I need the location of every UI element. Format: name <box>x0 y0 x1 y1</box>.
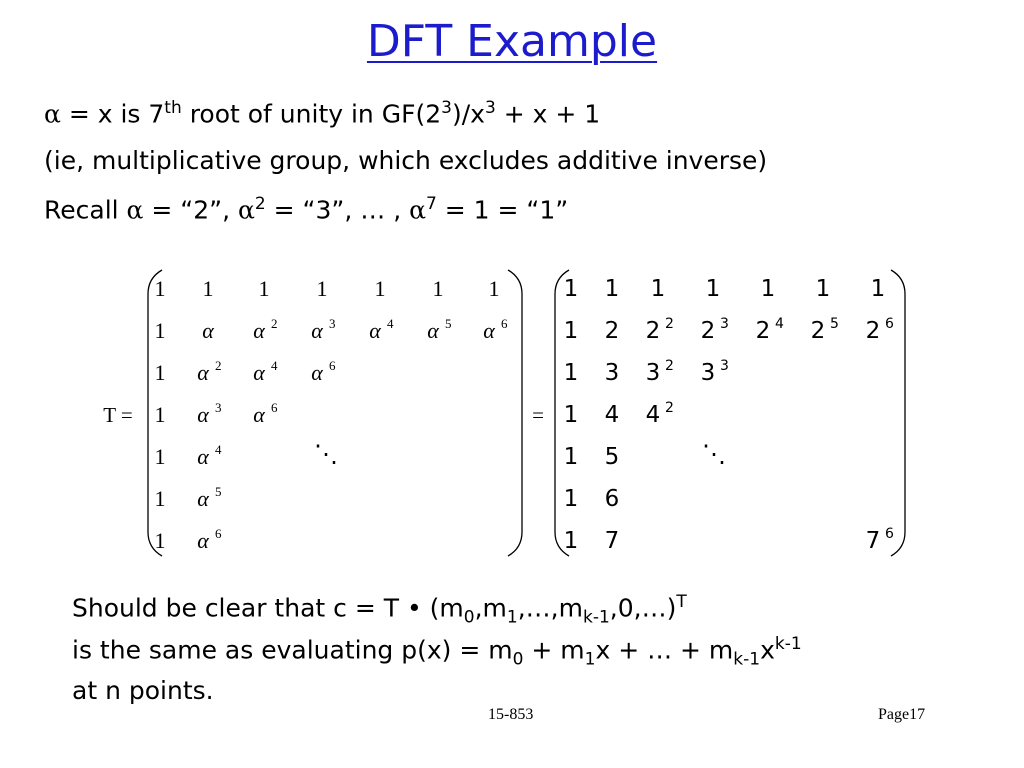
left-matrix-entry <box>202 318 214 343</box>
right-matrix-entry <box>605 276 620 302</box>
svg-text:4: 4 <box>271 358 278 373</box>
right-matrix-entry <box>605 360 620 386</box>
svg-text:α: α <box>197 444 209 469</box>
right-matrix-entry <box>646 358 674 386</box>
left-matrix-entry <box>155 360 166 385</box>
superscript: T <box>676 592 687 612</box>
alpha-symbol: α <box>237 195 255 225</box>
svg-text:α: α <box>197 528 209 553</box>
svg-text:2: 2 <box>700 318 716 344</box>
svg-text:1: 1 <box>154 528 166 553</box>
equals-sign: = <box>532 403 544 427</box>
left-matrix-entry <box>155 486 166 511</box>
note-line: (ie, multiplicative group, which excludes additive inverse) <box>44 146 768 175</box>
svg-text:α: α <box>311 360 323 385</box>
superscript: 2 <box>254 194 266 214</box>
svg-text:1: 1 <box>374 276 386 301</box>
svg-text:3: 3 <box>720 316 729 332</box>
left-matrix-entry <box>311 358 336 385</box>
alpha-symbol: α <box>126 195 144 225</box>
superscript: 7 <box>425 194 437 214</box>
right-matrix-entry <box>605 402 620 428</box>
page-number: Page17 <box>878 706 926 723</box>
svg-text:5: 5 <box>445 316 452 331</box>
right-matrix-entry <box>605 486 620 512</box>
left-matrix-entry <box>253 316 277 343</box>
left-matrix-entry <box>483 316 508 343</box>
left-matrix-entry <box>253 400 278 427</box>
text: = “2”, <box>143 195 238 225</box>
left-diagonal-dots: ⋱ <box>314 442 338 468</box>
svg-text:5: 5 <box>830 316 839 332</box>
svg-text:1: 1 <box>154 444 166 469</box>
left-matrix-entry <box>427 316 451 343</box>
svg-text:2: 2 <box>810 318 826 344</box>
svg-text:2: 2 <box>665 400 674 416</box>
svg-text:α: α <box>197 360 209 385</box>
svg-text:5: 5 <box>215 484 222 499</box>
svg-text:α: α <box>427 318 439 343</box>
right-matrix-entry <box>816 276 831 302</box>
text: Should be clear that c = T <box>72 593 407 623</box>
svg-text:4: 4 <box>775 316 784 332</box>
right-matrix-entry <box>761 276 776 302</box>
svg-text:1: 1 <box>154 402 166 427</box>
right-matrix-entry <box>866 526 894 554</box>
superscript: 3 <box>441 98 452 118</box>
svg-text:1: 1 <box>154 318 166 343</box>
svg-text:α: α <box>197 486 209 511</box>
svg-text:1: 1 <box>604 276 620 302</box>
left-matrix-close-bracket <box>508 270 522 556</box>
right-matrix-entry <box>651 276 666 302</box>
svg-text:1: 1 <box>650 276 666 302</box>
svg-text:3: 3 <box>720 358 729 374</box>
svg-text:1: 1 <box>815 276 831 302</box>
svg-text:1: 1 <box>563 486 579 512</box>
svg-text:1: 1 <box>154 276 166 301</box>
svg-text:3: 3 <box>645 360 661 386</box>
text: is the same as evaluating p(x) = m <box>72 635 513 665</box>
left-matrix-entry <box>375 276 386 301</box>
svg-text:2: 2 <box>215 358 222 373</box>
right-matrix-entry <box>706 276 721 302</box>
svg-text:2: 2 <box>665 358 674 374</box>
right-matrix-entry <box>564 318 579 344</box>
svg-text:1: 1 <box>760 276 776 302</box>
left-matrix-entry <box>155 528 166 553</box>
subscript: 1 <box>584 649 596 670</box>
text: + m <box>523 635 585 665</box>
conclusion-line-3: at n points. <box>72 676 214 705</box>
superscript: 3 <box>484 98 496 118</box>
svg-text:2: 2 <box>645 318 661 344</box>
text: ,…,m <box>517 593 583 623</box>
svg-text:4: 4 <box>215 442 222 457</box>
left-matrix-entry <box>433 276 444 301</box>
text: ,0,…) <box>609 593 677 623</box>
left-matrix-entry <box>311 316 335 343</box>
svg-text:6: 6 <box>885 526 894 542</box>
right-matrix-entry <box>701 358 729 386</box>
left-matrix-entry <box>489 276 500 301</box>
right-matrix-entry <box>646 316 674 344</box>
left-matrix-entry <box>259 276 270 301</box>
svg-text:α: α <box>369 318 381 343</box>
svg-text:2: 2 <box>755 318 771 344</box>
right-matrix-close-bracket <box>891 270 905 556</box>
svg-text:6: 6 <box>271 400 278 415</box>
left-matrix-entry <box>155 318 166 343</box>
svg-text:6: 6 <box>604 486 620 512</box>
left-matrix-entry <box>155 402 166 427</box>
lhs-label: T = <box>103 403 133 427</box>
svg-text:1: 1 <box>563 276 579 302</box>
subscript: k-1 <box>582 607 610 628</box>
left-matrix-entry <box>197 526 222 553</box>
right-matrix-entry <box>871 276 886 302</box>
svg-text:1: 1 <box>563 402 579 428</box>
svg-text:1: 1 <box>705 276 721 302</box>
conclusion-line-2 <box>72 634 802 669</box>
right-matrix-entry <box>605 318 620 344</box>
svg-text:1: 1 <box>154 360 166 385</box>
text: (m <box>421 593 464 623</box>
svg-text:1: 1 <box>432 276 444 301</box>
svg-text:7: 7 <box>865 528 881 554</box>
right-matrix-entry <box>564 360 579 386</box>
svg-text:α: α <box>483 318 495 343</box>
svg-text:2: 2 <box>271 316 278 331</box>
subscript: 0 <box>463 607 475 628</box>
svg-text:3: 3 <box>329 316 336 331</box>
left-matrix-entry <box>317 276 328 301</box>
superscript: k-1 <box>774 634 802 654</box>
svg-text:1: 1 <box>202 276 214 301</box>
right-matrix-entry <box>564 486 579 512</box>
svg-text:2: 2 <box>665 316 674 332</box>
svg-text:1: 1 <box>870 276 886 302</box>
svg-text:1: 1 <box>316 276 328 301</box>
svg-text:α: α <box>253 318 265 343</box>
svg-text:1: 1 <box>563 528 579 554</box>
left-matrix-entry <box>197 484 221 511</box>
text: = x is 7 <box>60 99 165 129</box>
right-matrix-entry <box>701 316 729 344</box>
course-number: 15-853 <box>488 706 534 723</box>
text: x <box>760 635 775 665</box>
svg-text:α: α <box>253 360 265 385</box>
right-matrix-entry <box>811 316 839 344</box>
right-matrix-entry <box>605 528 620 554</box>
dot-operator: • <box>406 593 422 623</box>
alpha-symbol: α <box>44 99 61 129</box>
right-matrix-entry <box>646 400 674 428</box>
text: + x + 1 <box>495 99 601 129</box>
svg-text:1: 1 <box>563 360 579 386</box>
left-matrix-entry <box>203 276 214 301</box>
left-matrix-entry <box>197 442 222 469</box>
subscript: 1 <box>506 607 518 628</box>
text: = 1 = “1” <box>436 195 569 225</box>
svg-text:α: α <box>253 402 265 427</box>
text: root of unity in GF(2 <box>181 99 442 129</box>
svg-text:6: 6 <box>501 316 508 331</box>
text: Recall <box>44 195 127 225</box>
text: )/x <box>451 99 485 129</box>
right-matrix-entry <box>564 444 579 470</box>
text: ,m <box>474 593 507 623</box>
svg-text:5: 5 <box>604 444 620 470</box>
svg-text:6: 6 <box>215 526 222 541</box>
svg-text:α: α <box>197 402 209 427</box>
svg-text:4: 4 <box>387 316 394 331</box>
subscript: 0 <box>512 649 524 670</box>
svg-text:6: 6 <box>885 316 894 332</box>
subscript: k-1 <box>733 649 761 670</box>
svg-text:4: 4 <box>604 402 620 428</box>
svg-text:1: 1 <box>563 444 579 470</box>
svg-text:2: 2 <box>604 318 620 344</box>
right-diagonal-dots: ⋱ <box>702 442 726 468</box>
svg-text:4: 4 <box>645 402 661 428</box>
left-matrix-entry <box>197 400 221 427</box>
svg-text:1: 1 <box>488 276 500 301</box>
slide-title: DFT Example <box>366 16 658 67</box>
right-matrix-entry <box>564 276 579 302</box>
right-matrix-entry <box>605 444 620 470</box>
right-matrix-entry <box>866 316 894 344</box>
svg-text:2: 2 <box>865 318 881 344</box>
svg-text:1: 1 <box>154 486 166 511</box>
right-matrix-entry <box>756 316 784 344</box>
svg-text:3: 3 <box>215 400 222 415</box>
text: = “3”, … , <box>265 195 410 225</box>
superscript: th <box>164 98 182 118</box>
right-matrix-entry <box>564 402 579 428</box>
svg-text:6: 6 <box>329 358 336 373</box>
right-matrix-entry <box>564 528 579 554</box>
text: x + … + m <box>595 635 734 665</box>
left-matrix-entry <box>197 358 221 385</box>
svg-text:1: 1 <box>563 318 579 344</box>
svg-text:7: 7 <box>604 528 620 554</box>
left-matrix-entry <box>253 358 278 385</box>
svg-text:α: α <box>311 318 323 343</box>
svg-text:3: 3 <box>700 360 716 386</box>
svg-text:1: 1 <box>258 276 270 301</box>
conclusion-line-1 <box>72 592 687 627</box>
left-matrix-entry <box>369 316 394 343</box>
alpha-symbol: α <box>409 195 426 225</box>
svg-text:3: 3 <box>604 360 620 386</box>
left-matrix-entry <box>155 276 166 301</box>
svg-text:α: α <box>202 318 214 343</box>
left-matrix-entry <box>155 444 166 469</box>
